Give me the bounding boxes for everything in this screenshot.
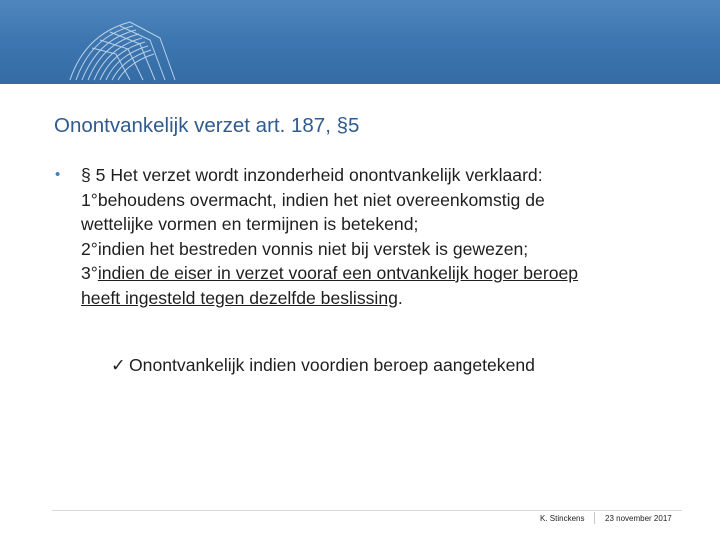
bullet-marker: • bbox=[55, 166, 61, 183]
checkmark-icon: ✓ bbox=[111, 355, 126, 375]
bullet-line-6 bbox=[81, 286, 675, 311]
bullet-line-1: § 5 Het verzet wordt inzonderheid onontvankelijk verklaard: bbox=[81, 165, 543, 185]
footer-date: 23 november 2017 bbox=[605, 514, 672, 523]
bullet-item bbox=[55, 163, 675, 310]
building-logo-icon bbox=[0, 0, 220, 84]
underlined-text: indien de eiser in verzet vooraf een ontvankelijk hoger beroep bbox=[97, 263, 579, 283]
bullet-list bbox=[55, 163, 675, 310]
footer-separator bbox=[594, 512, 595, 524]
bullet-line-4: 2°indien het bestreden vonnis niet bij verstek is gewezen; bbox=[81, 238, 529, 259]
bullet-line-5 bbox=[81, 261, 675, 286]
underlined-text: heeft ingesteld tegen dezelfde beslissing bbox=[81, 287, 398, 308]
bullet-text bbox=[81, 163, 675, 310]
bullet-line-2: 1°behoudens overmacht, indien het niet overeenkomstig de bbox=[81, 189, 545, 210]
bullet-line-3: wettelijke vormen en termijnen is betekend; bbox=[81, 214, 419, 234]
slide-title: Onontvankelijk verzet art. 187, §5 bbox=[54, 114, 360, 137]
footer-author: K. Stinckens bbox=[540, 514, 585, 523]
line-prefix: 3° bbox=[81, 263, 98, 283]
header-banner bbox=[0, 0, 720, 84]
sub-bullet bbox=[111, 355, 535, 376]
footer-divider bbox=[52, 510, 682, 511]
line-suffix: . bbox=[397, 287, 403, 308]
sub-bullet-text: Onontvankelijk indien voordien beroep aangetekend bbox=[129, 355, 535, 375]
